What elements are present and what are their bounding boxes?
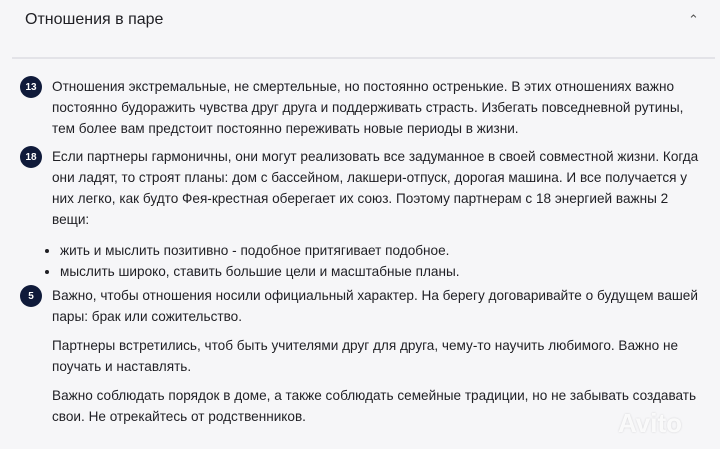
- energy-badge: 5: [20, 285, 42, 307]
- energy-item-18: [20, 146, 700, 282]
- energy-item-13: [20, 76, 700, 147]
- energy-badge: 18: [20, 146, 42, 168]
- accordion-header[interactable]: [0, 0, 720, 45]
- avito-watermark: Avito: [618, 408, 683, 438]
- chevron-up-icon[interactable]: ⌃: [688, 12, 699, 27]
- paragraph: Отношения экстремальные, не смертельные, но постоянно остренькие. В этих отношениях важно постоянно будоражить чувства друг друга и поддерживать страсть. Избегать повседневной рутины, тем более вам предстоит постоянно переживать новые периоды в жизни.: [52, 79, 684, 136]
- bullet-list: [40, 240, 700, 282]
- list-item: • жить и мыслить позитивно - подобное притягивает подобное.: [60, 240, 700, 261]
- paragraph: Важно соблюдать порядок в доме, а также соблюдать семейные традиции, но не забывать создавать свои. Не отрекайтесь от родственников.: [52, 388, 697, 424]
- paragraph: Партнеры встретились, чтоб быть учителями друг для друга, чему-то научить любимого. Важно не поучать и наставлять.: [52, 338, 679, 374]
- paragraph: Важно, чтобы отношения носили официальный характер. На берегу договаривайте о будущем вашей пары: брак или сожительство.: [52, 288, 698, 324]
- energy-badge: 13: [20, 76, 42, 98]
- divider: [12, 57, 715, 59]
- energy-item-5: [20, 285, 700, 435]
- list-item: • мыслить широко, ставить большие цели и масштабные планы.: [60, 261, 700, 282]
- section-title: Отношения в паре: [25, 11, 164, 28]
- paragraph: Если партнеры гармоничны, они могут реализовать все задуманное в своей совместной жизни. Когда они ладят, то строят планы: дом с бассейном, лакшери-отпуск, дорогая машина. И все получается у них легко, как будто Фея-крестная оберегает их союз. Поэтому партнерам с 18 энергией важны 2 вещи:: [52, 149, 699, 227]
